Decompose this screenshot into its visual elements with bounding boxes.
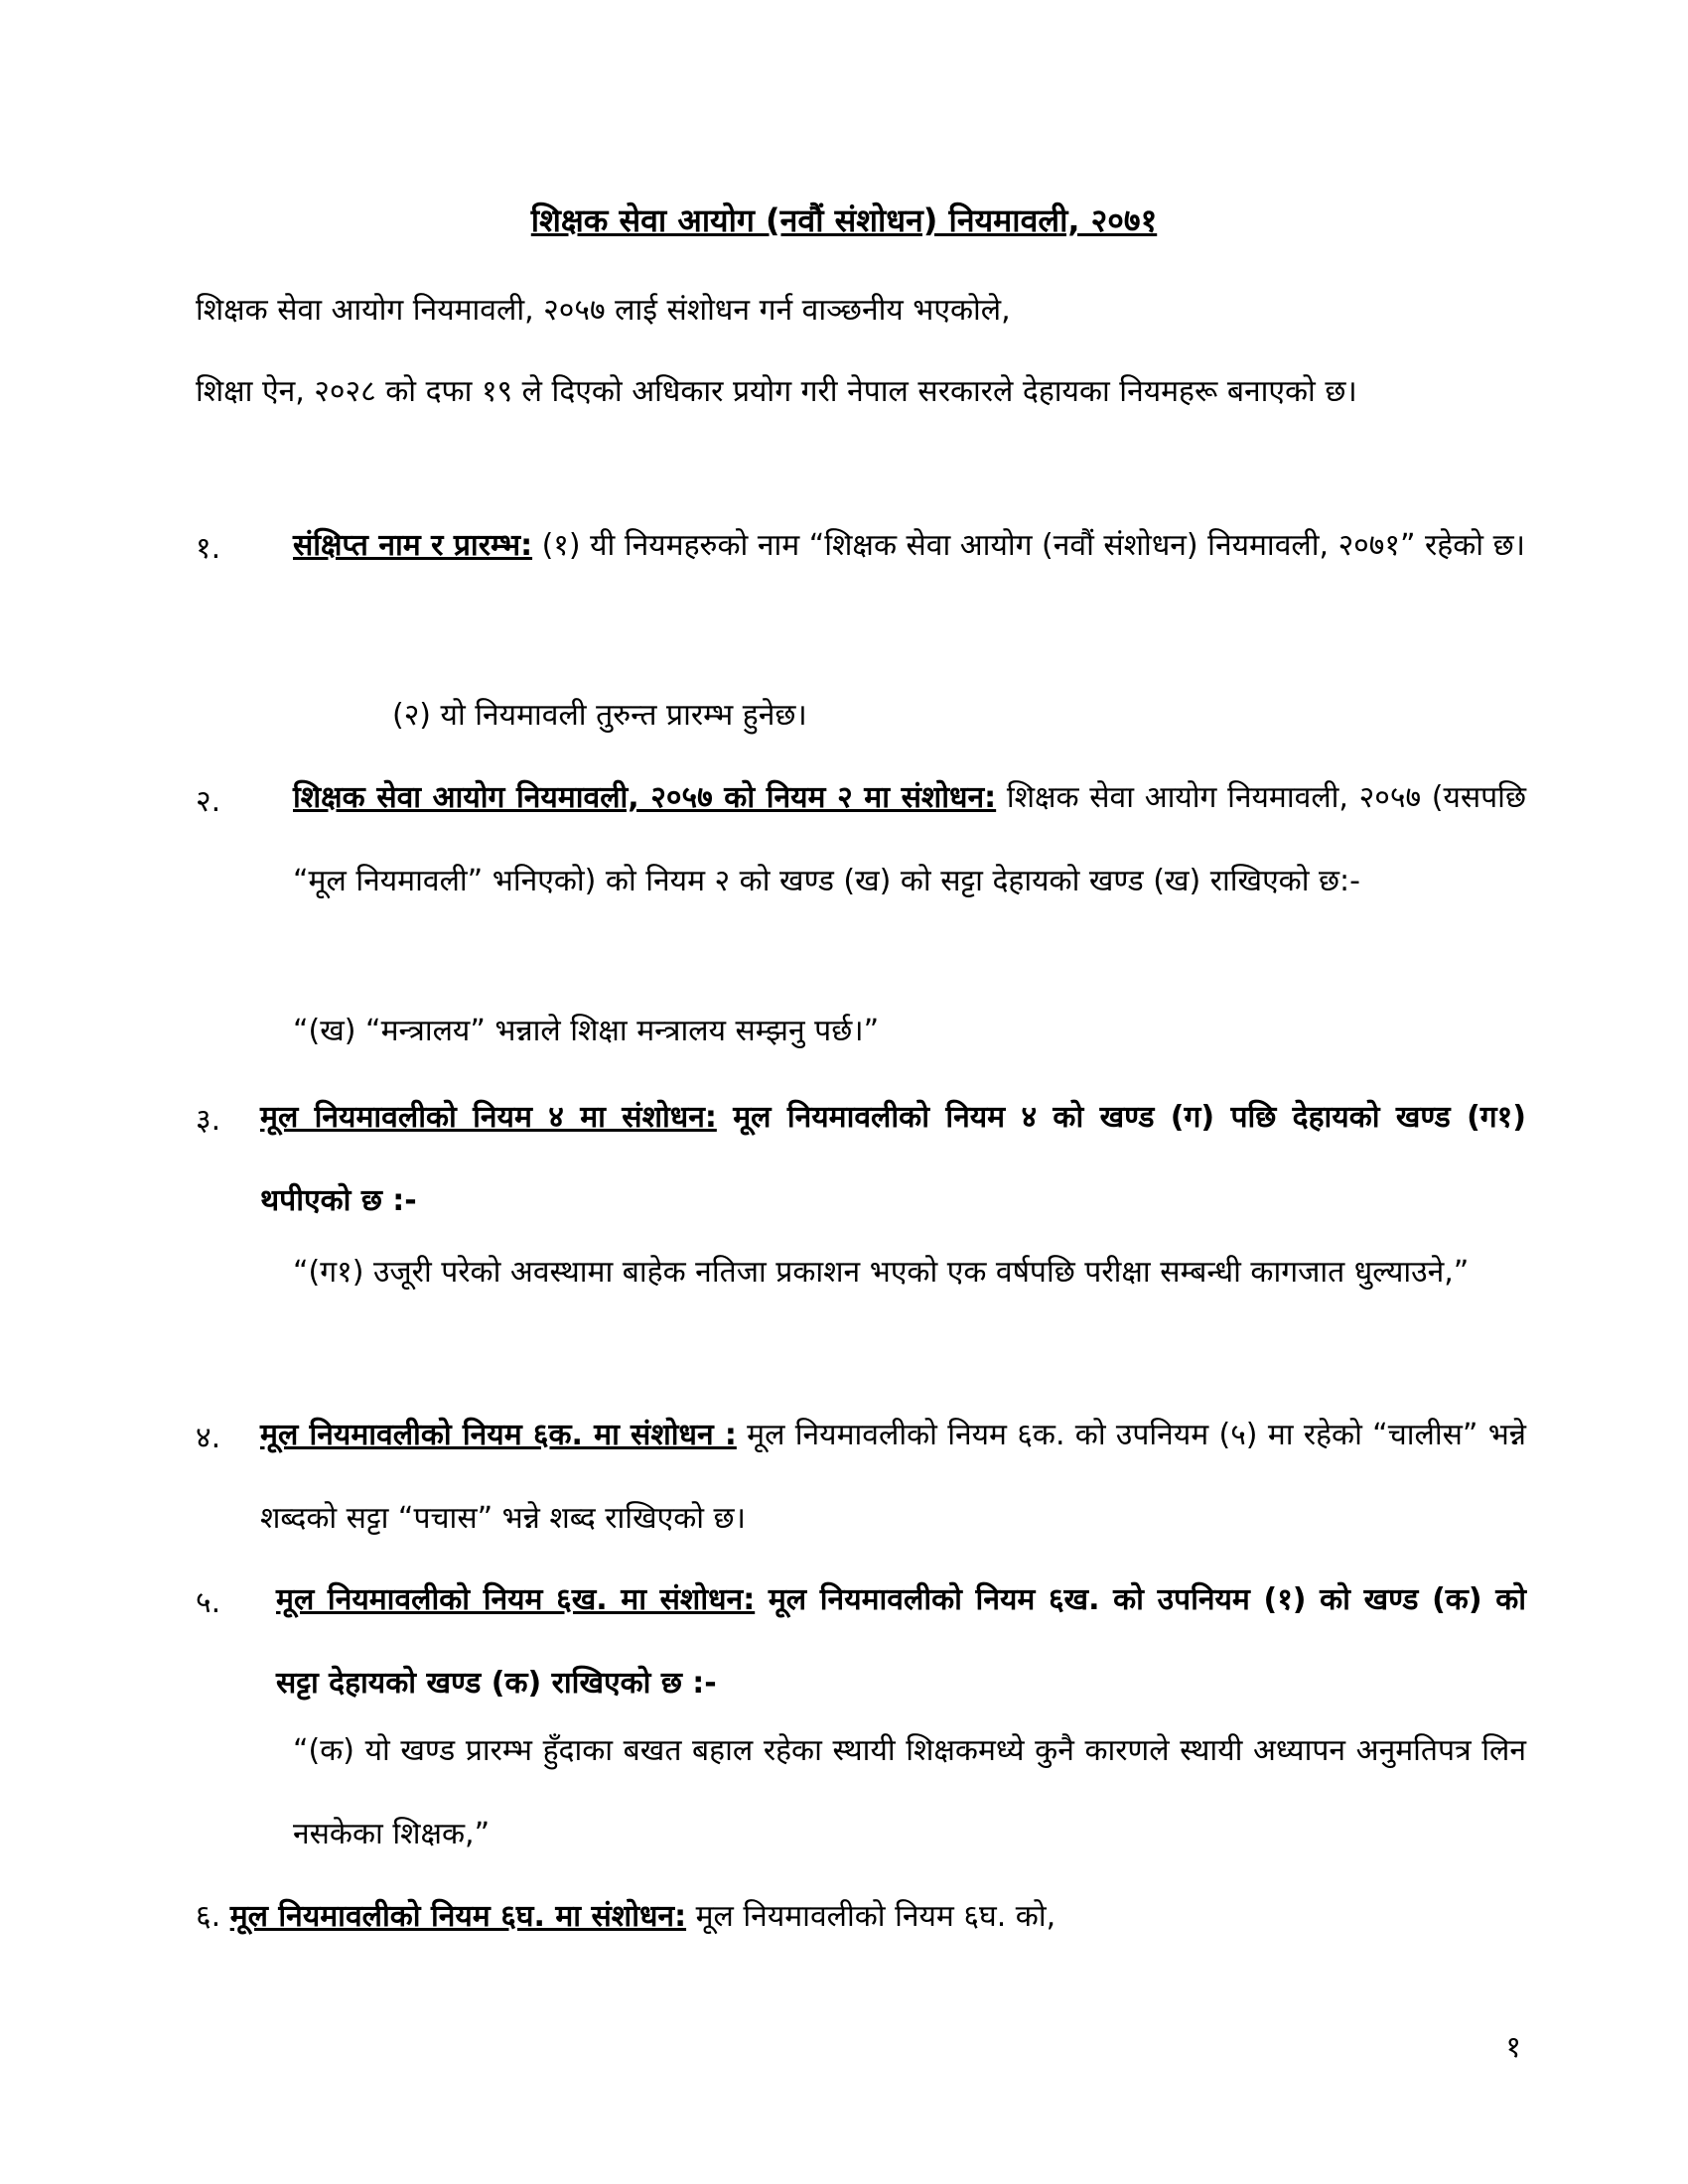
section-5-number: ५.	[196, 1585, 221, 1620]
section-6-heading: मूल नियमावलीको नियम ६घ. मा संशोधन:	[229, 1899, 687, 1934]
section-5-quote: “(क) यो खण्ड प्रारम्भ हुँदाका बखत बहाल रहेका स्थायी शिक्षकमध्ये कुनै कारणले स्थायी अध्यापन अनुमतिपत्र लिन नसकेका शिक्षक,”	[293, 1733, 1526, 1851]
section-4-heading: मूल नियमावलीको नियम ६क. मा संशोधन :	[260, 1418, 737, 1452]
section-5-body	[276, 1559, 1526, 1725]
section-4-number: ४.	[196, 1421, 221, 1455]
section-1-text: (१) यी नियमहरुको नाम “शिक्षक सेवा आयोग (नवौं संशोधन) नियमावली, २०७१” रहेको छ।	[532, 528, 1525, 563]
section-6-text: मूल नियमावलीको नियम ६घ. को,	[686, 1899, 1056, 1934]
section-5-text: मूल नियमावलीको नियम ६ख. को उपनियम (१) को खण्ड (क) को सट्टा देहायको खण्ड (क) राखिएको छ :-	[276, 1582, 1527, 1701]
section-1-body	[293, 504, 1526, 588]
section-6-number: ६.	[196, 1899, 221, 1934]
section-4-body	[260, 1394, 1526, 1561]
section-2-text: शिक्षक सेवा आयोग नियमावली, २०५७ (यसपछि “मूल नियमावली” भनिएको) को नियम २ को खण्ड (ख) को सट्टा देहायको खण्ड (ख) राखिएको छ:-	[293, 780, 1526, 898]
section-2-heading: शिक्षक सेवा आयोग नियमावली, २०५७ को नियम २ मा संशोधन:	[293, 780, 997, 815]
section-3-heading: मूल नियमावलीको नियम ४ मा संशोधन:	[260, 1100, 717, 1135]
section-4-text: मूल नियमावलीको नियम ६क. को उपनियम (५) मा रहेको “चालीस” भन्ने शब्दको सट्टा “पचास” भन्ने शब्द राखिएको छ।	[260, 1418, 1526, 1536]
section-5-heading: मूल नियमावलीको नियम ६ख. मा संशोधन:	[276, 1582, 756, 1617]
section-2-number: २.	[196, 784, 221, 819]
document-title: शिक्षक सेवा आयोग (नवौं संशोधन) नियमावली, २०७१	[530, 202, 1158, 239]
section-3-text: मूल नियमावलीको नियम ४ को खण्ड (ग) पछि देहायको खण्ड (ग१) थपीएको छ :-	[260, 1100, 1526, 1218]
section-1-subrule: (२) यो नियमावली तुरुन्त प्रारम्भ हुनेछ।	[392, 698, 807, 733]
page-number: १	[1505, 2030, 1521, 2065]
intro-paragraph-1: शिक्षक सेवा आयोग नियमावली, २०५७ लाई संशोधन गर्न वाञ्छनीय भएकोले,	[196, 293, 1011, 328]
section-1-heading: संक्षिप्त नाम र प्रारम्भ:	[293, 528, 533, 563]
section-3-body	[260, 1076, 1526, 1243]
section-6-line	[196, 1894, 1055, 1935]
section-2-body	[293, 756, 1526, 923]
section-3-number: ३.	[196, 1103, 221, 1138]
section-3-quote: “(ग१) उजूरी परेको अवस्थामा बाहेक नतिजा प्रकाशन भएको एक वर्षपछि परीक्षा सम्बन्धी कागजात धुल्याउने,”	[293, 1255, 1470, 1290]
section-2-quote: “(ख) “मन्त्रालय” भन्नाले शिक्षा मन्त्रालय सम्झनु पर्छ।”	[293, 1014, 880, 1048]
intro-paragraph-2: शिक्षा ऐन, २०२८ को दफा १९ ले दिएको अधिकार प्रयोग गरी नेपाल सरकारले देहायका नियमहरू बनाएको छ।	[196, 374, 1357, 409]
section-1-number: १.	[196, 531, 221, 566]
